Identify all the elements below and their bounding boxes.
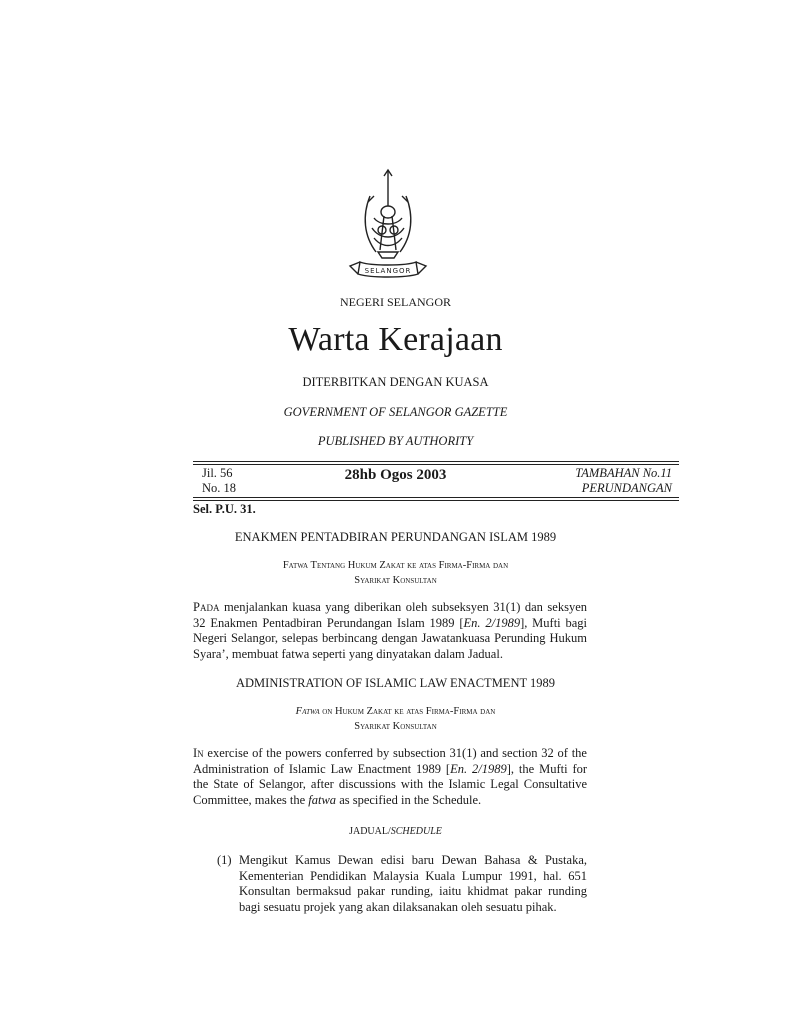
- english-body-part2: ], the Mufti for the State of Selangor, after discussions with the Islamic Legal Consultative Committee, makes the: [193, 761, 588, 807]
- schedule-list: [217, 853, 587, 915]
- schedule-title-english: SCHEDULE: [390, 826, 442, 837]
- published-malay: DITERBITKAN DENGAN KUASA: [302, 375, 489, 389]
- english-body-part1: exercise of the powers conferred by subsection 31(1) and section 32 of the Administration of Islamic Law Enactment 1989 [: [193, 746, 587, 776]
- malay-body-part1: menjalankan kuasa yang diberikan oleh subseksyen 31(1) dan seksyen 32 Enakmen Pentadbiran Perundangan Islam 1989 [: [193, 600, 587, 630]
- category-label: PERUNDANGAN: [581, 481, 672, 495]
- english-fatwa-term: fatwa: [308, 792, 337, 807]
- schedule-title: [0, 826, 791, 837]
- bottom-rule-inner: [193, 500, 679, 501]
- schedule-title-malay: JADUAL/: [349, 826, 391, 837]
- gazette-english-title: GOVERNMENT OF SELANGOR GAZETTE: [283, 405, 508, 419]
- svg-text:SELANGOR: SELANGOR: [364, 267, 412, 275]
- supplement-label: TAMBAHAN No.11: [575, 466, 672, 480]
- bottom-rule: [193, 497, 679, 498]
- list-item-number: (1): [217, 853, 232, 867]
- volume-label: Jil. 56: [202, 466, 233, 480]
- english-fatwa-word: Fatwa: [295, 706, 320, 717]
- malay-preamble-paragraph: [193, 600, 587, 662]
- malay-lead-word: Pada: [193, 600, 220, 614]
- gazette-title: Warta Kerajaan: [288, 321, 503, 358]
- english-fatwa-subheading: [0, 706, 791, 717]
- english-lead-word: In: [193, 746, 204, 760]
- english-citation: En. 2/1989: [450, 761, 507, 776]
- issue-number: No. 18: [202, 481, 237, 495]
- english-fatwa-subheading-line2: Syarikat Konsultan: [354, 721, 437, 732]
- english-preamble-paragraph: [193, 746, 587, 808]
- list-item-text: Mengikut Kamus Dewan edisi baru Dewan Bahasa & Pustaka, Kementerian Pendidikan Malaysia Kuala Lumpur 1991, hal. 651 Konsultan bermaksud pakar runding, iaitu khidmat pakar runding bagi sesuatu projek yang akan dilaksanakan oleh sesuatu pihak.: [239, 853, 587, 914]
- english-enactment-heading: ADMINISTRATION OF ISLAMIC LAW ENACTMENT 1989: [235, 676, 556, 690]
- published-english: PUBLISHED BY AUTHORITY: [317, 434, 474, 448]
- top-rule: [193, 461, 679, 462]
- reference-number: Sel. P.U. 31.: [193, 502, 256, 516]
- malay-body-part2: ], Mufti bagi Negeri Selangor, selepas berbincang dengan Jawatankuasa Perunding Hukum Syara’, membuat fatwa seperti yang dinyatakan dalam Jadual.: [193, 615, 587, 661]
- malay-fatwa-subheading: Fatwa Tentang Hukum Zakat ke atas Firma-Firma dan: [282, 560, 509, 571]
- english-subheading-rest: on Hukum Zakat ke atas Firma-Firma dan: [319, 706, 496, 717]
- malay-enactment-heading: ENAKMEN PENTADBIRAN PERUNDANGAN ISLAM 1989: [234, 530, 557, 544]
- selangor-crest-logo: [340, 166, 436, 290]
- state-name: NEGERI SELANGOR: [340, 295, 451, 309]
- english-body-part3: as specified in the Schedule.: [336, 792, 482, 807]
- issue-date: 28hb Ogos 2003: [344, 467, 447, 483]
- top-rule-inner: [193, 464, 679, 465]
- list-item: [217, 853, 587, 915]
- malay-citation: En. 2/1989: [463, 615, 521, 630]
- malay-fatwa-subheading-line2: Syarikat Konsultan: [354, 575, 437, 586]
